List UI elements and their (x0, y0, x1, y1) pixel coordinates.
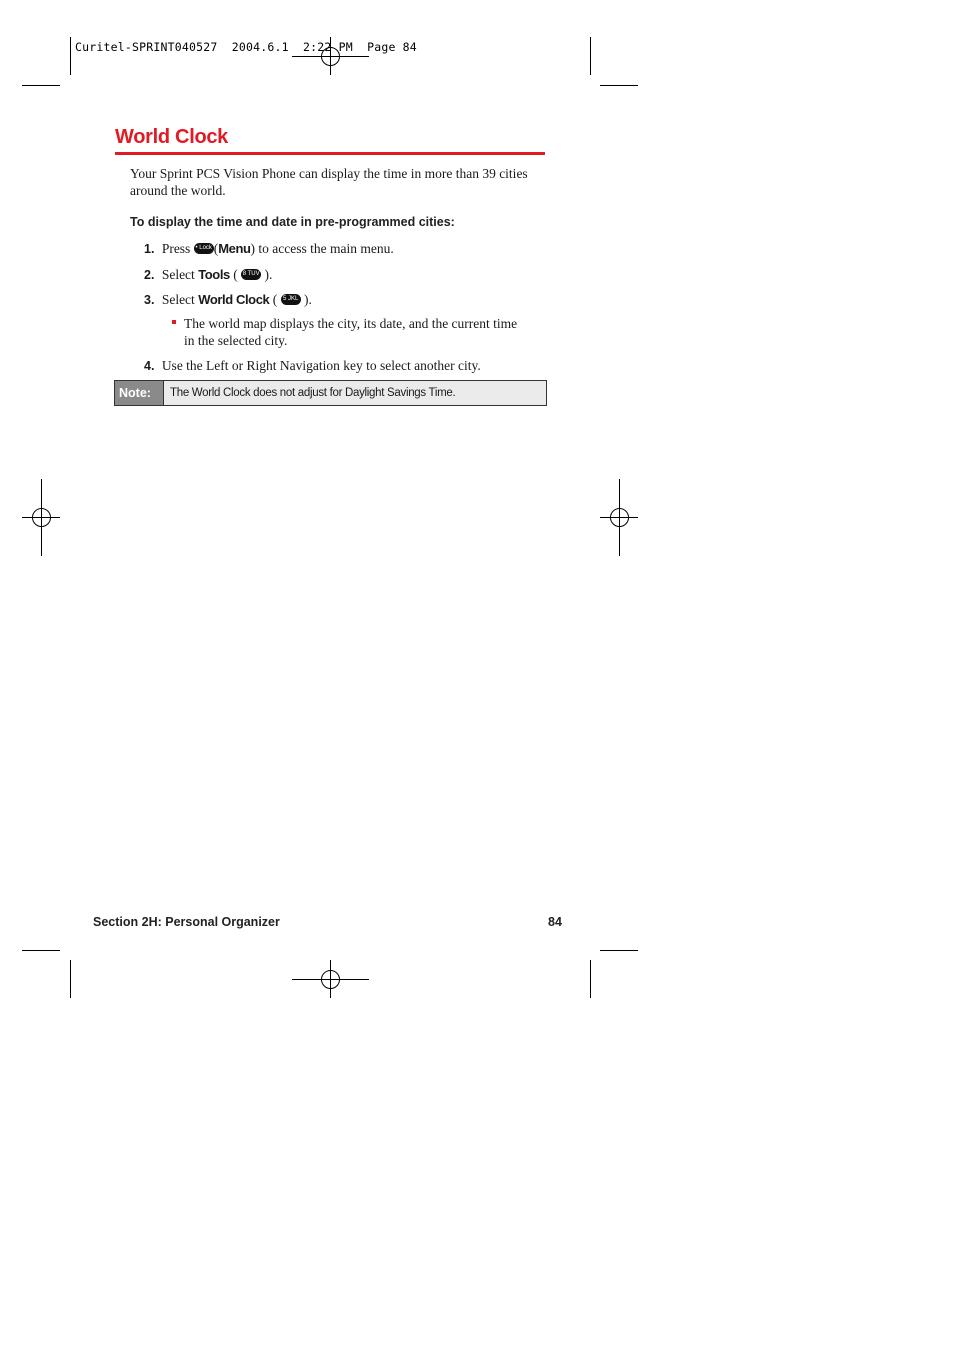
step-text: Select (161, 267, 195, 282)
footer-page-number: 84 (548, 915, 562, 929)
tools-label: Tools (198, 267, 230, 282)
paren-open: ( (213, 241, 219, 256)
intro-paragraph: Your Sprint PCS Vision Phone can display the time in more than 39 cities around the world. (130, 166, 528, 198)
step-text-after: ) to access the main menu. (250, 241, 394, 256)
step-3 (144, 291, 312, 309)
step-text: Use the Left or Right Navigation key to select another city. (161, 358, 481, 373)
bullet-text: The world map displays the city, its date, and the current time in the selected city. (184, 316, 518, 348)
step-number: 4. (144, 359, 155, 373)
step-1 (144, 240, 394, 258)
note-box (114, 380, 547, 406)
step-4 (144, 357, 481, 375)
step-text-after: ). (304, 292, 312, 307)
print-slug: Curitel-SPRINT040527 2004.6.1 2:22 PM Page 84 (75, 40, 417, 54)
page-title: World Clock (115, 126, 229, 148)
menu-key-icon: • Lock (194, 243, 214, 254)
step-3-bullet (172, 315, 522, 349)
title-rule (115, 152, 545, 155)
step-text: Select (161, 292, 195, 307)
step-text: Press (161, 241, 191, 256)
paren-open: ( (233, 267, 238, 282)
step-2 (144, 266, 272, 284)
step-number: 1. (144, 242, 155, 256)
step-text-after: ). (264, 267, 273, 282)
step-number: 2. (144, 268, 155, 282)
note-label: Note: (115, 381, 163, 405)
procedure-heading: To display the time and date in pre-programmed cities: (130, 215, 455, 229)
note-text: The World Clock does not adjust for Daylight Savings Time. (163, 381, 546, 405)
step-number: 3. (144, 293, 155, 307)
world-clock-label: World Clock (198, 292, 270, 307)
menu-label: Menu (218, 241, 251, 256)
bullet-square-icon (172, 320, 176, 324)
key-8-icon: 8 TUV (241, 269, 261, 280)
key-5-icon: 5 JKL (281, 294, 301, 305)
footer-section: Section 2H: Personal Organizer (93, 915, 280, 929)
paren-open: ( (272, 292, 278, 307)
